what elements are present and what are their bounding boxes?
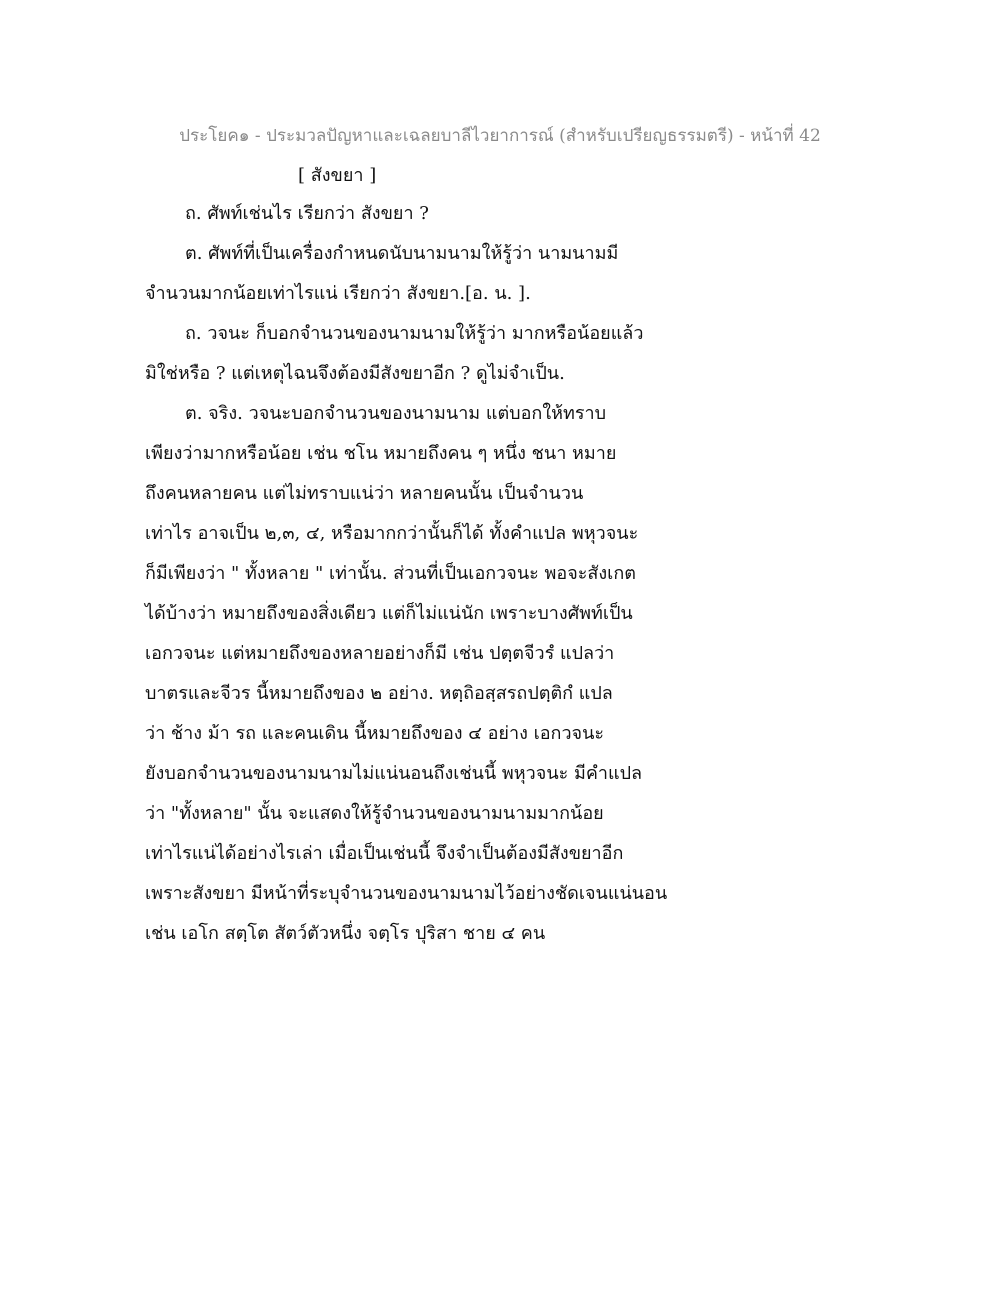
question-line: ถ. ศัพท์เช่นไร เรียกว่า สังขยา ? xyxy=(185,203,429,224)
question-line: ถ. วจนะ ก็บอกจำนวนของนามนามให้รู้ว่า มากหรือน้อยแล้ว xyxy=(185,323,644,344)
answer-line: ต. ศัพท์ที่เป็นเครื่องกำหนดนับนามนามให้รู้ว่า นามนามมี xyxy=(185,243,619,264)
body-line: จำนวนมากน้อยเท่าไรแน่ เรียกว่า สังขยา.[อ. น. ]. xyxy=(145,283,531,304)
body-line: ก็มีเพียงว่า " ทั้งหลาย " เท่านั้น. ส่วนที่เป็นเอกวจนะ พอจะสังเกต xyxy=(145,563,636,584)
body-line: ว่า "ทั้งหลาย" นั้น จะแสดงให้รู้จำนวนของนามนามมากน้อย xyxy=(145,803,604,824)
body-line: ยังบอกจำนวนของนามนามไม่แน่นอนถึงเช่นนี้ พหุวจนะ มีคำแปล xyxy=(145,763,643,784)
body-line: ได้บ้างว่า หมายถึงของสิ่งเดียว แต่ก็ไม่แน่นัก เพราะบางศัพท์เป็น xyxy=(145,603,633,624)
body-line: เท่าไรแน่ได้อย่างไรเล่า เมื่อเป็นเช่นนี้ จึงจำเป็นต้องมีสังขยาอีก xyxy=(145,843,624,864)
body-line: เพียงว่ามากหรือน้อย เช่น ชโน หมายถึงคน ๆ หนึ่ง ชนา หมาย xyxy=(145,443,617,464)
body-line: เอกวจนะ แต่หมายถึงของหลายอย่างก็มี เช่น ปตฺตจีวรํ แปลว่า xyxy=(145,643,615,664)
body-line: ว่า ช้าง ม้า รถ และคนเดิน นี้หมายถึงของ ๔ อย่าง เอกวจนะ xyxy=(145,723,605,744)
body-line: มิใช่หรือ ? แต่เหตุไฉนจึงต้องมีสังขยาอีก ? ดูไม่จำเป็น. xyxy=(145,363,565,384)
body-line: บาตรและจีวร นี้หมายถึงของ ๒ อย่าง. หตฺถิอสฺสรถปตฺติกํ แปล xyxy=(145,683,613,704)
answer-line: ต. จริง. วจนะบอกจำนวนของนามนาม แต่บอกให้ทราบ xyxy=(185,403,607,424)
body-line: ถึงคนหลายคน แต่ไม่ทราบแน่ว่า หลายคนนั้น เป็นจำนวน xyxy=(145,483,584,504)
section-title: [ สังขยา ] xyxy=(298,165,377,186)
running-header: ประโยค๑ - ประมวลปัญหาและเฉลยบาลีไวยาการณ์ (สำหรับเปรียญธรรมตรี) - หน้าที่ 42 xyxy=(179,126,821,146)
body-line: เท่าไร อาจเป็น ๒,๓, ๔, หรือมากกว่านั้นก็ได้ ทั้งคำแปล พหุวจนะ xyxy=(145,523,639,544)
body-line: เช่น เอโก สตฺโต สัตว์ตัวหนึ่ง จตฺโร ปุริสา ชาย ๔ คน xyxy=(145,923,546,944)
body-line: เพราะสังขยา มีหน้าที่ระบุจำนวนของนามนามไว้อย่างชัดเจนแน่นอน xyxy=(145,883,668,904)
